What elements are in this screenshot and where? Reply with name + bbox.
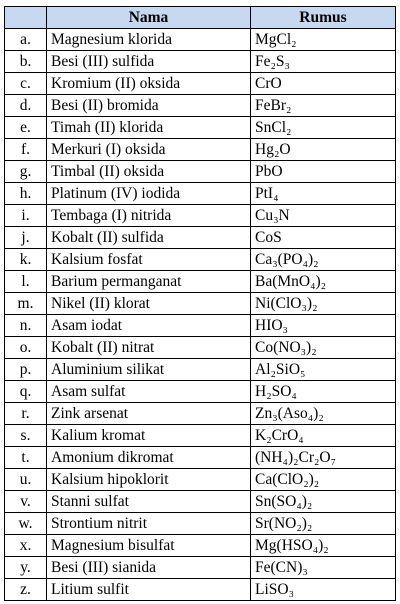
formula-cell: K₂CrO₄ (251, 425, 396, 447)
formula-cell: Sn(SO₄)₂ (251, 491, 396, 513)
table-row (5, 161, 396, 183)
formula-cell: Ca₃(PO₄)₂ (251, 249, 396, 271)
row-number-cell: a. (5, 29, 47, 51)
row-number-cell: e. (5, 117, 47, 139)
formula-cell: SnCl₂ (251, 117, 396, 139)
header-number-cell (5, 7, 47, 29)
formula-cell: Hg₂O (251, 139, 396, 161)
row-number-cell: m. (5, 293, 47, 315)
formula-cell: Sr(NO₂)₂ (251, 513, 396, 535)
table-row (5, 29, 396, 51)
compound-name-cell: Timbal (II) oksida (47, 161, 251, 183)
compound-name-cell: Merkuri (I) oksida (47, 139, 251, 161)
row-number-cell: r. (5, 403, 47, 425)
compound-name-cell: Kalsium fosfat (47, 249, 251, 271)
compound-name-cell: Tembaga (I) nitrida (47, 205, 251, 227)
formula-cell: Ca(ClO₂)₂ (251, 469, 396, 491)
compound-name-cell: Aluminium silikat (47, 359, 251, 381)
table-row (5, 227, 396, 249)
compound-name-cell: Besi (II) bromida (47, 95, 251, 117)
table-row (5, 359, 396, 381)
compound-name-cell: Magnesium klorida (47, 29, 251, 51)
table-header (5, 7, 396, 29)
formula-cell: PbO (251, 161, 396, 183)
compound-name-cell: Kalium kromat (47, 425, 251, 447)
row-number-cell: i. (5, 205, 47, 227)
formula-cell: (NH₄)₂Cr₂O₇ (251, 447, 396, 469)
formula-cell: PtI₄ (251, 183, 396, 205)
table-row (5, 425, 396, 447)
formula-cell: H₂SO₄ (251, 381, 396, 403)
table-row (5, 293, 396, 315)
table-row (5, 249, 396, 271)
row-number-cell: u. (5, 469, 47, 491)
table-row (5, 579, 396, 601)
compound-name-cell: Platinum (IV) iodida (47, 183, 251, 205)
compound-name-cell: Kromium (II) oksida (47, 73, 251, 95)
row-number-cell: w. (5, 513, 47, 535)
compound-name-cell: Timah (II) klorida (47, 117, 251, 139)
formula-cell: Cu₃N (251, 205, 396, 227)
compound-name-cell: Nikel (II) klorat (47, 293, 251, 315)
table-row (5, 535, 396, 557)
formula-cell: Ni(ClO₃)₂ (251, 293, 396, 315)
chemical-formula-table (4, 6, 396, 601)
row-number-cell: f. (5, 139, 47, 161)
compound-name-cell: Stanni sulfat (47, 491, 251, 513)
table-row (5, 447, 396, 469)
table-row (5, 95, 396, 117)
table-row (5, 271, 396, 293)
compound-name-cell: Besi (III) sianida (47, 557, 251, 579)
header-nama: Nama (47, 7, 251, 29)
table-row (5, 315, 396, 337)
compound-name-cell: Litium sulfit (47, 579, 251, 601)
table-row (5, 337, 396, 359)
row-number-cell: o. (5, 337, 47, 359)
formula-cell: FeBr₂ (251, 95, 396, 117)
row-number-cell: b. (5, 51, 47, 73)
formula-cell: Ba(MnO₄)₂ (251, 271, 396, 293)
table-row (5, 205, 396, 227)
row-number-cell: k. (5, 249, 47, 271)
formula-cell: Zn₃(Aso₄)₂ (251, 403, 396, 425)
row-number-cell: x. (5, 535, 47, 557)
row-number-cell: y. (5, 557, 47, 579)
compound-name-cell: Kobalt (II) nitrat (47, 337, 251, 359)
row-number-cell: v. (5, 491, 47, 513)
table-row (5, 381, 396, 403)
formula-cell: Fe(CN)₃ (251, 557, 396, 579)
table-row (5, 51, 396, 73)
formula-cell: LiSO₃ (251, 579, 396, 601)
formula-cell: Mg(HSO₄)₂ (251, 535, 396, 557)
table-body (5, 29, 396, 601)
table-row (5, 139, 396, 161)
compound-name-cell: Kalsium hipoklorit (47, 469, 251, 491)
compound-name-cell: Kobalt (II) sulfida (47, 227, 251, 249)
formula-cell: Co(NO₃)₂ (251, 337, 396, 359)
table-row (5, 73, 396, 95)
compound-name-cell: Besi (III) sulfida (47, 51, 251, 73)
row-number-cell: g. (5, 161, 47, 183)
formula-cell: Al₂SiO₅ (251, 359, 396, 381)
row-number-cell: c. (5, 73, 47, 95)
row-number-cell: h. (5, 183, 47, 205)
compound-name-cell: Strontium nitrit (47, 513, 251, 535)
row-number-cell: s. (5, 425, 47, 447)
table-row (5, 403, 396, 425)
row-number-cell: l. (5, 271, 47, 293)
compound-name-cell: Asam sulfat (47, 381, 251, 403)
compound-name-cell: Zink arsenat (47, 403, 251, 425)
row-number-cell: t. (5, 447, 47, 469)
row-number-cell: d. (5, 95, 47, 117)
compound-name-cell: Magnesium bisulfat (47, 535, 251, 557)
row-number-cell: n. (5, 315, 47, 337)
formula-cell: CrO (251, 73, 396, 95)
table-row (5, 117, 396, 139)
compound-name-cell: Asam iodat (47, 315, 251, 337)
row-number-cell: p. (5, 359, 47, 381)
formula-cell: CoS (251, 227, 396, 249)
formula-cell: MgCl₂ (251, 29, 396, 51)
header-rumus: Rumus (251, 7, 396, 29)
row-number-cell: z. (5, 579, 47, 601)
compound-name-cell: Amonium dikromat (47, 447, 251, 469)
row-number-cell: q. (5, 381, 47, 403)
table-row (5, 557, 396, 579)
table-row (5, 513, 396, 535)
compound-name-cell: Barium permanganat (47, 271, 251, 293)
table-row (5, 491, 396, 513)
table-row (5, 183, 396, 205)
formula-cell: Fe₂S₃ (251, 51, 396, 73)
row-number-cell: j. (5, 227, 47, 249)
header-row (5, 7, 396, 29)
formula-cell: HIO₃ (251, 315, 396, 337)
table-row (5, 469, 396, 491)
